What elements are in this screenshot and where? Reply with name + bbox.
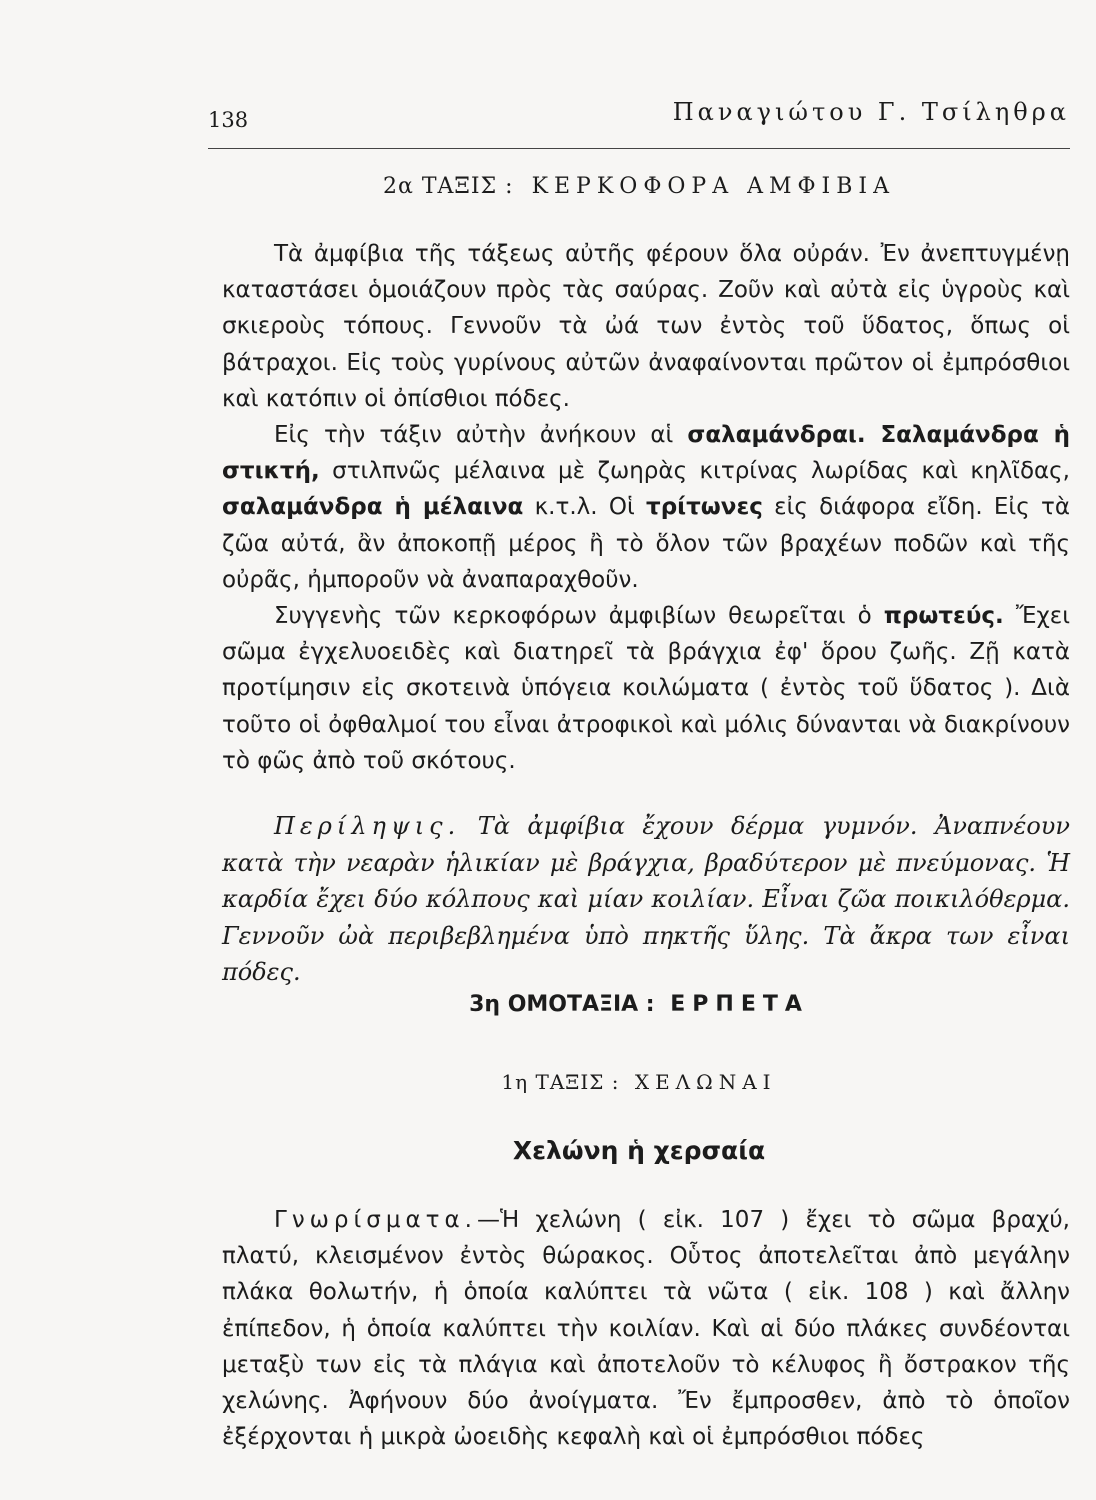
body-paragraph bbox=[222, 236, 1070, 417]
amphibia-text bbox=[222, 236, 1070, 779]
class-heading-prefix: 3η ΟΜΟΤΑΞΙΑ : bbox=[469, 992, 655, 1017]
class-heading-name: ΕΡΠΕΤΑ bbox=[670, 992, 809, 1017]
summary-label: Περίληψις. bbox=[274, 812, 461, 840]
text-run: Εἰς τὴν τάξιν αὐτὴν ἀνήκουν αἱ bbox=[274, 422, 688, 449]
bold-term: σαλαμάνδρα ἡ μέλαινα bbox=[222, 494, 524, 521]
text-run: Ἔχει σῶμα ἐγχελυοειδὲς καὶ διατηρεῖ τὰ βράγχια ἐφ' ὅρου ζωῆς. Ζῇ κατὰ προτίμησιν εἰς σκοτεινὰ ὑπόγεια κοιλώματα ( ἐντὸς τοῦ ὕδατος ). Διὰ τοῦτο οἱ ὀφθαλμοί του εἶναι ἀτροφικοὶ καὶ μόλις δύνανται νὰ διακρίνουν τὸ φῶς ἀπὸ τοῦ σκότους. bbox=[222, 603, 1071, 774]
order-heading bbox=[208, 174, 1070, 199]
body-paragraph bbox=[222, 598, 1070, 779]
characteristics-label: Γνωρίσματα. bbox=[274, 1207, 477, 1233]
text-run: εἰς διάφορα εἴδη. Εἰς τὰ ζῶα αὐτά, ἂν ἀποκοπῇ μέρος ἢ τὸ ὅλον τῶν βραχέων ποδῶν καὶ τῆς οὐρᾶς, ἠμποροῦν νὰ ἀναπαραχθοῦν. bbox=[222, 494, 1070, 593]
text-run: Τὰ ἀμφίβια τῆς τάξεως αὐτῆς φέρουν ὅλα οὐράν. Ἐν ἀνεπτυγμένῃ καταστάσει ὁμοιάζουν πρὸς τὰς σαύρας. Ζοῦν καὶ αὐτὰ εἰς ὑγροὺς καὶ σκιεροὺς τόπους. Γεννοῦν τὰ ὠά των ἐντὸς τοῦ ὕδατος, ὅπως οἱ βάτραχοι. Εἰς τοὺς γυρίνους αὐτῶν ἀναφαίνονται πρῶτον οἱ ἐμπρόσθιοι καὶ κατόπιν οἱ ὀπίσθιοι πόδες. bbox=[222, 241, 1070, 412]
page-number: 138 bbox=[208, 108, 249, 132]
tortoise-text bbox=[222, 1202, 1070, 1455]
bold-term: σαλαμάνδραι. Σαλαμάνδρα ἡ στικτή, bbox=[222, 422, 1070, 485]
summary-text: Τὰ ἀμφίβια ἔχουν δέρμα γυμνόν. Ἀναπνέουν κατὰ τὴν νεαρὰν ἡλικίαν μὲ βράγχια, βραδύτερον μὲ πνεύμονας. Ἡ καρδία ἔχει δύο κόλπους καὶ μίαν κοιλίαν. Εἶναι ζῶα ποικιλόθερμα. Γεννοῦν ὠὰ περιβεβλημένα ὑπὸ πηκτῆς ὕλης. Τὰ ἄκρα των εἶναι πόδες. bbox=[222, 812, 1070, 986]
order-heading-name: ΚΕΡΚΟΦΟΡΑ ΑΜΦΙΒΙΑ bbox=[531, 174, 895, 199]
header-rule bbox=[208, 148, 1070, 149]
species-heading: Χελώνη ἡ χερσαία bbox=[512, 1136, 766, 1165]
order-heading-prefix: 2α ΤΑΞΙΣ : bbox=[383, 174, 514, 199]
subclass-heading bbox=[208, 1070, 1070, 1094]
body-paragraph bbox=[222, 417, 1070, 598]
text-run: κ.τ.λ. Οἱ bbox=[523, 494, 647, 521]
subclass-heading-prefix: 1η ΤΑΞΙΣ : bbox=[501, 1070, 620, 1094]
text-run: Συγγενὴς τῶν κερκοφόρων ἀμφιβίων θεωρεῖται ὁ bbox=[274, 603, 884, 630]
summary-paragraph bbox=[222, 808, 1070, 991]
characteristics-text: —Ἡ χελώνη ( εἰκ. 107 ) ἔχει τὸ σῶμα βραχύ, πλατύ, κλεισμένον ἐντὸς θώρακος. Οὗτος ἀποτελεῖται ἀπὸ μεγάλην πλάκα θολωτήν, ἡ ὁποία καλύπτει τὰ νῶτα ( εἰκ. 108 ) καὶ ἄλλην ἐπίπεδον, ἡ ὁποία καλύπτει τὴν κοιλίαν. Καὶ αἱ δύο πλάκες συνδέονται μεταξὺ των εἰς τὰ πλάγια καὶ ἀποτελοῦν τὸ κέλυφος ἢ ὄστρακον τῆς χελώνης. Ἀφήνουν δύο ἀνοίγματα. Ἔν ἔμπροσθεν, ἀπὸ τὸ ὁποῖον ἐξέρχονται ἡ μικρὰ ὠοειδὴς κεφαλὴ καὶ οἱ ἐμπρόσθιοι πόδες bbox=[222, 1207, 1070, 1451]
running-title: Παναγιώτου Γ. Τσίληθρα bbox=[672, 98, 1070, 126]
bold-term: τρίτωνες bbox=[646, 494, 763, 521]
class-heading bbox=[208, 992, 1070, 1017]
bold-term: πρωτεύς. bbox=[883, 603, 1004, 630]
subclass-heading-name: ΧΕΛΩΝΑΙ bbox=[634, 1070, 777, 1094]
running-head bbox=[208, 98, 1070, 138]
text-run: στιλπνῶς μέλαινα μὲ ζωηρὰς κιτρίνας λωρίδας καὶ κηλῖδας, bbox=[319, 458, 1070, 485]
